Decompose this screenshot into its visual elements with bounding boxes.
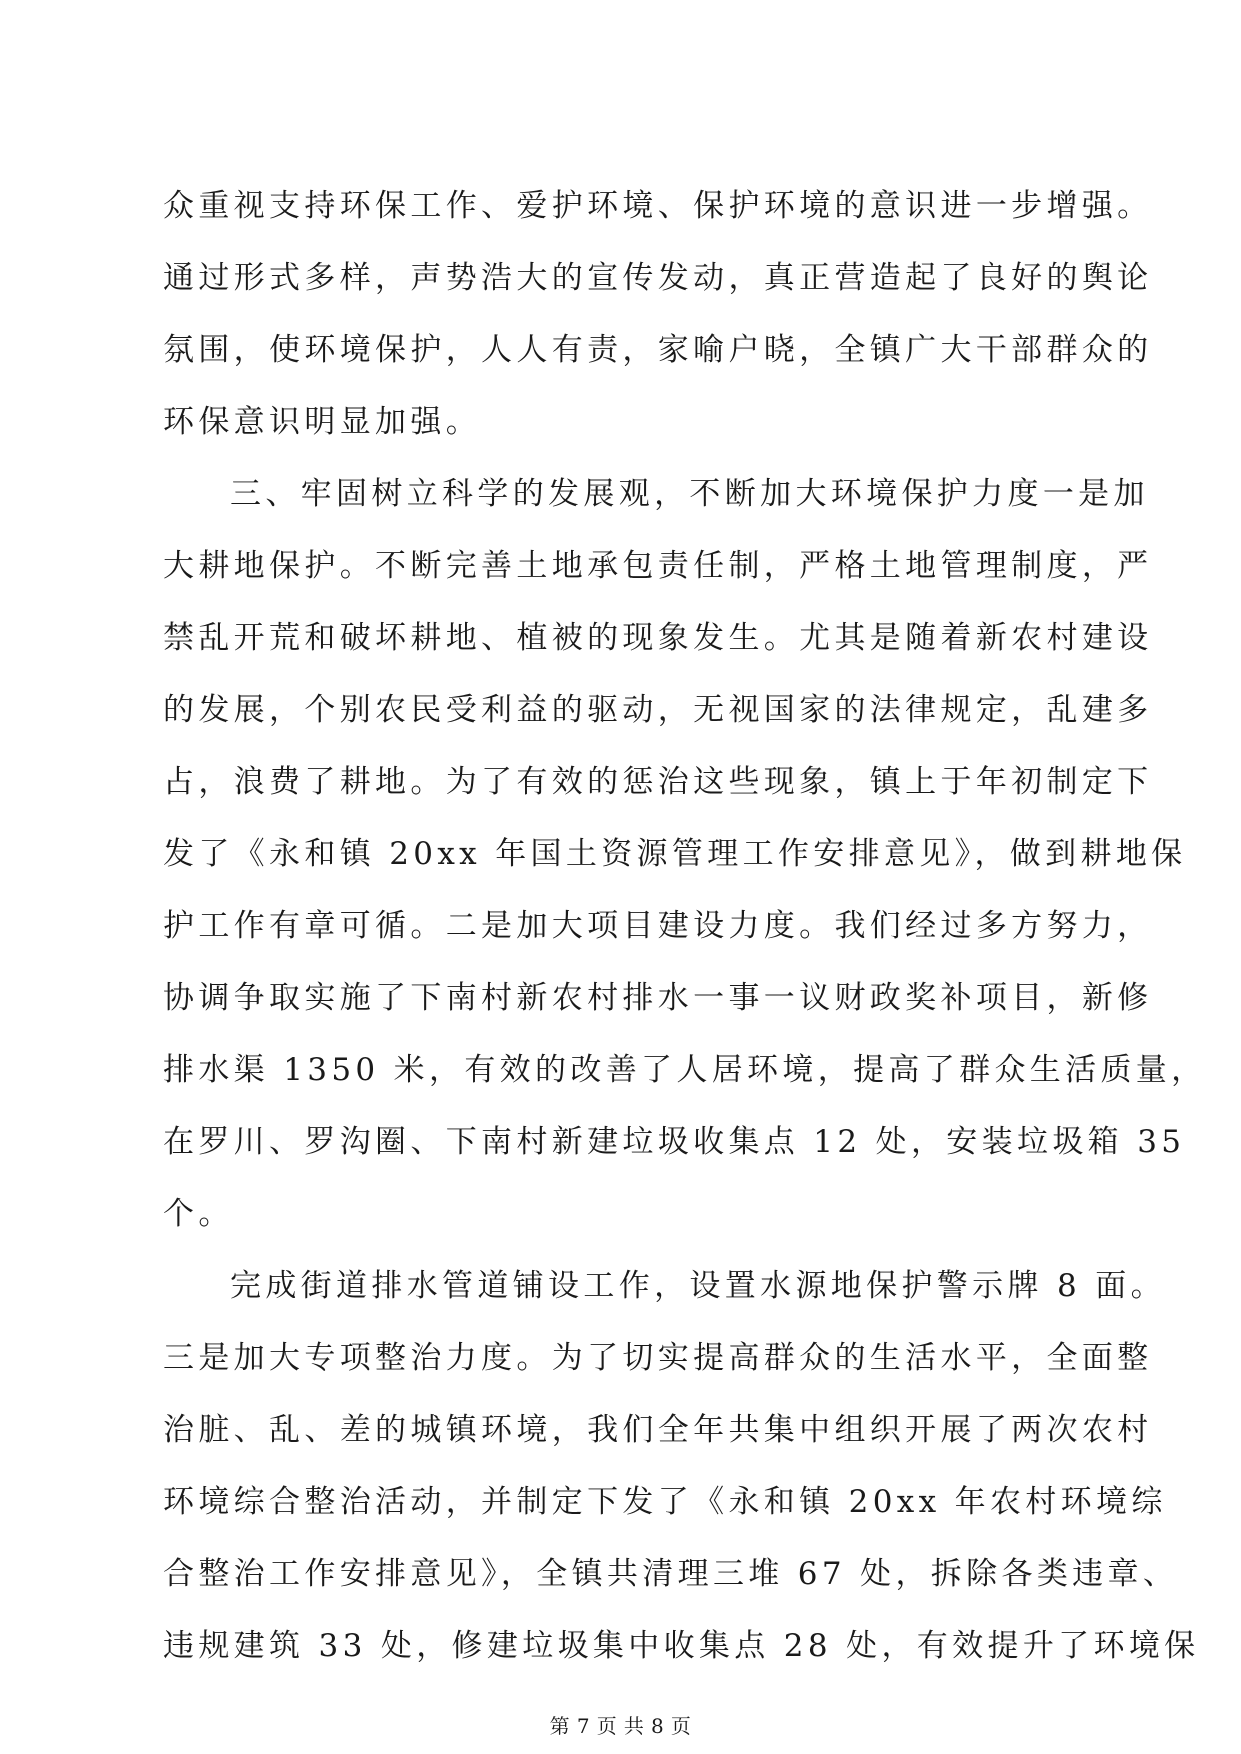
text-line: 在罗川、罗沟圈、下南村新建垃圾收集点 12 处，安装垃圾箱 35 bbox=[163, 1124, 1186, 1160]
paragraph-first-line: 三、牢固树立科学的发展观，不断加大环境保护力度一是加 bbox=[230, 476, 1149, 512]
text-line: 三是加大专项整治力度。为了切实提高群众的生活水平，全面整 bbox=[163, 1340, 1153, 1376]
text-line: 环保意识明显加强。 bbox=[163, 404, 482, 440]
text-line: 占，浪费了耕地。为了有效的惩治这些现象，镇上于年初制定下 bbox=[163, 764, 1153, 800]
text-line: 环境综合整治活动，并制定下发了《永和镇 20xx 年农村环境综 bbox=[163, 1484, 1167, 1520]
text-line: 排水渠 1350 米，有效的改善了人居环境，提高了群众生活质量， bbox=[163, 1052, 1207, 1088]
text-line: 氛围，使环境保护，人人有责，家喻户晓，全镇广大干部群众的 bbox=[163, 332, 1153, 368]
text-line: 禁乱开荒和破坏耕地、植被的现象发生。尤其是随着新农村建设 bbox=[163, 620, 1153, 656]
text-line: 合整治工作安排意见》，全镇共清理三堆 67 处，拆除各类违章、 bbox=[163, 1556, 1179, 1592]
text-line: 通过形式多样，声势浩大的宣传发动，真正营造起了良好的舆论 bbox=[163, 260, 1153, 296]
text-line: 个。 bbox=[163, 1196, 234, 1232]
text-line: 违规建筑 33 处，修建垃圾集中收集点 28 处，有效提升了环境保 bbox=[163, 1628, 1200, 1664]
text-line: 发了《永和镇 20xx 年国土资源管理工作安排意见》，做到耕地保 bbox=[163, 836, 1187, 872]
text-line: 治脏、乱、差的城镇环境，我们全年共集中组织开展了两次农村 bbox=[163, 1412, 1153, 1448]
paragraph-first-line: 完成街道排水管道铺设工作，设置水源地保护警示牌 8 面。 bbox=[230, 1268, 1166, 1304]
page-number-footer: 第 7 页 共 8 页 bbox=[549, 1714, 692, 1738]
text-line: 护工作有章可循。二是加大项目建设力度。我们经过多方努力， bbox=[163, 908, 1153, 944]
text-line: 大耕地保护。不断完善土地承包责任制，严格土地管理制度，严 bbox=[163, 548, 1153, 584]
text-line: 协调争取实施了下南村新农村排水一事一议财政奖补项目，新修 bbox=[163, 980, 1153, 1016]
text-line: 的发展，个别农民受利益的驱动，无视国家的法律规定，乱建多 bbox=[163, 692, 1153, 728]
text-line: 众重视支持环保工作、爱护环境、保护环境的意识进一步增强。 bbox=[163, 188, 1153, 224]
